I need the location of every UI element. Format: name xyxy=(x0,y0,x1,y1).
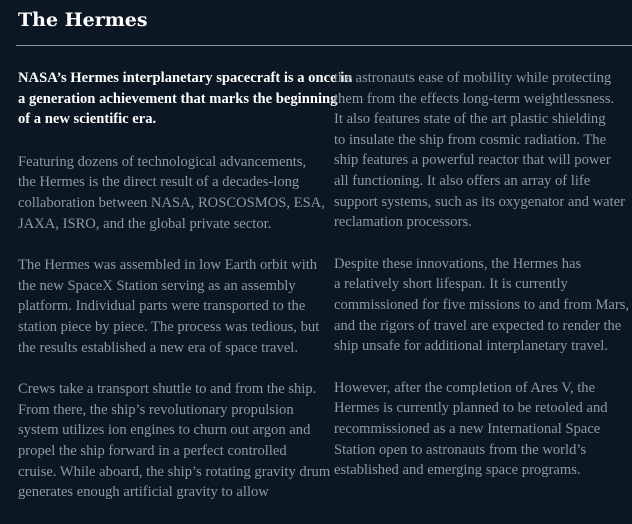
text-line: commissioned for five missions to and from Mars, xyxy=(334,296,630,313)
text-line: them from the effects long-term weightlessness. xyxy=(334,90,615,107)
text-line: all functioning. It also offers an array of life xyxy=(334,172,591,189)
text-line: and the rigors of travel are expected to render the xyxy=(334,317,622,334)
text-line: established and emerging space programs. xyxy=(334,462,581,479)
text-line: propel the ship forward in a perfect controlled xyxy=(18,442,287,459)
text-line: of a new scientific era. xyxy=(18,111,157,128)
text-line: The Hermes was assembled in low Earth orbit with xyxy=(18,257,318,274)
text-line: NASA’s Hermes interplanetary spacecraft is a once in xyxy=(18,70,353,86)
text-line: reclamation processors. xyxy=(334,214,472,231)
text-line: ship unsafe for additional interplanetary travel. xyxy=(334,338,608,355)
text-line: JAXA, ISRO, and the global private sector. xyxy=(18,215,272,232)
text-line: the Hermes is the direct result of a decades-long xyxy=(18,174,300,191)
text-line: Crews take a transport shuttle to and from the ship. xyxy=(18,381,317,398)
text-line: platform. Individual parts were transported to the xyxy=(18,298,306,315)
text-line: a generation achievement that marks the beginning xyxy=(18,90,338,107)
text-line: the new SpaceX Station serving as an assembly xyxy=(18,277,296,294)
text-line: station piece by piece. The process was tedious, but xyxy=(18,318,320,335)
text-line: Despite these innovations, the Hermes has xyxy=(334,255,582,272)
body-paragraph xyxy=(18,152,325,234)
text-line: ship features a powerful reactor that will power xyxy=(334,152,611,169)
title-divider xyxy=(16,45,632,46)
text-line: Featuring dozens of technological advancements, xyxy=(18,153,307,170)
left-column xyxy=(18,68,353,524)
text-line: system utilizes ion engines to churn out argon and xyxy=(18,422,311,439)
article-title: The Hermes xyxy=(18,9,148,31)
text-line: Station open to astronauts from the world’s xyxy=(334,441,587,458)
text-line: Hermes is currently planned to be retooled and xyxy=(334,400,608,417)
body-paragraph xyxy=(334,68,624,233)
body-paragraph xyxy=(334,378,624,481)
body-paragraph xyxy=(334,254,630,357)
text-line: support systems, such as its oxygenator and water xyxy=(334,193,626,210)
text-line: It also features state of the art plastic shielding xyxy=(334,111,606,128)
text-line: recommissioned as a new International Space xyxy=(334,420,601,437)
text-line: to insulate the ship from cosmic radiation. The xyxy=(334,131,607,148)
text-line: the results established a new era of space travel. xyxy=(18,339,299,356)
text-line: However, after the completion of Ares V, the xyxy=(334,379,596,396)
text-line: the astronauts ease of mobility while protecting xyxy=(334,70,612,86)
lead-paragraph xyxy=(18,68,353,130)
right-column xyxy=(334,68,630,502)
body-paragraph xyxy=(18,255,321,358)
text-line: From there, the ship’s revolutionary propulsion xyxy=(18,401,294,418)
text-line: generates enough artificial gravity to allow xyxy=(18,484,269,501)
text-line: a relatively short lifespan. It is currently xyxy=(334,276,568,293)
text-line: cruise. While aboard, the ship’s rotating gravity drum xyxy=(18,463,331,480)
text-line: collaboration between NASA, ROSCOSMOS, ESA, xyxy=(18,194,325,211)
body-paragraph xyxy=(18,379,331,503)
